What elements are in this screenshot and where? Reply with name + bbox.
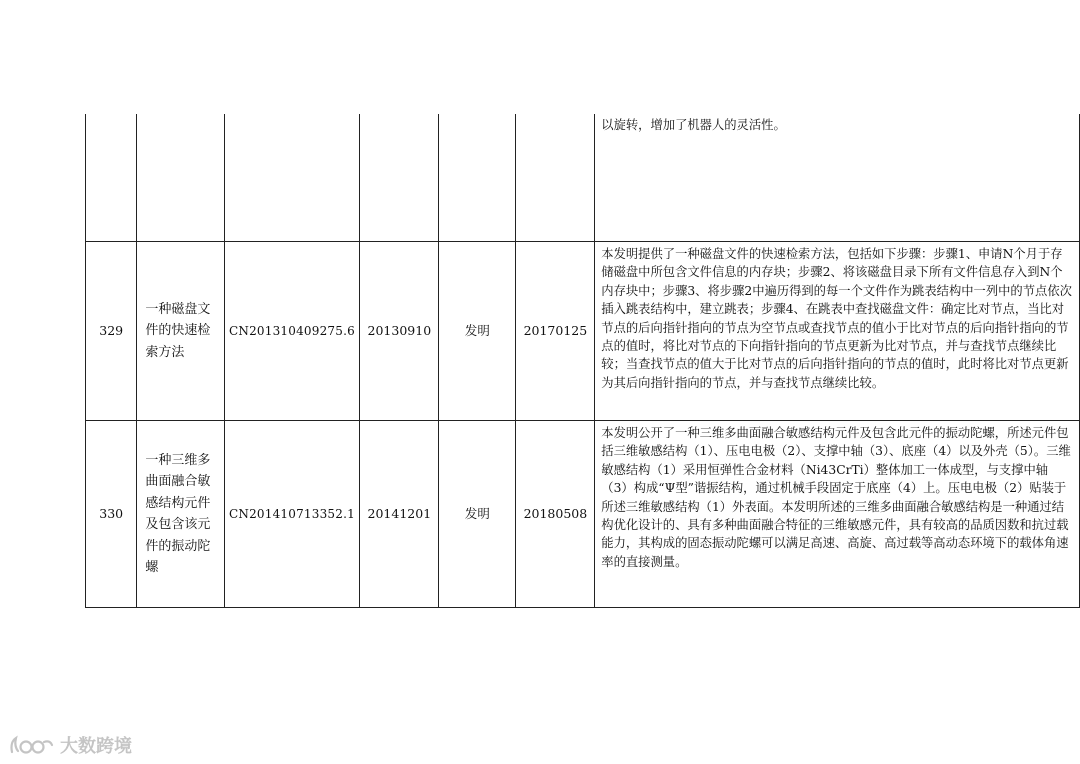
publication-date-cell: 20180508 bbox=[516, 421, 595, 608]
application-date-cell bbox=[360, 114, 439, 242]
abstract-cell: 本发明公开了一种三维多曲面融合敏感结构元件及包含此元件的振动陀螺，所述元件包括三维敏感结构（1）、压电电极（2）、支撑中轴（3）、底座（4）以及外壳（5）。三维敏感结构（1）采用恒弹性合金材料（Ni43CrTi）整体加工一体成型，与支撑中轴（3）构成“Ψ型”谐振结构，通过机械手段固定于底座（4）上。压电电极（2）贴装于所述三维敏感结构（1）外表面。本发明所述的三维多曲面融合敏感结构是一种通过结构优化设计的、具有多种曲面融合特征的三维敏感元件，具有较高的品质因数和抗过载能力，其构成的固态振动陀螺可以满足高速、高旋、高过载等高动态环境下的载体角速率的直接测量。 bbox=[595, 421, 1080, 608]
watermark-text: 大数跨境 bbox=[60, 736, 132, 757]
brand-logo-icon bbox=[8, 732, 54, 758]
publication-date-cell bbox=[516, 114, 595, 242]
row-number-cell bbox=[86, 114, 137, 242]
row-number-cell: 330 bbox=[86, 421, 137, 608]
patent-title-cell bbox=[137, 114, 224, 242]
patent-table bbox=[85, 114, 1080, 608]
patent-type-cell: 发明 bbox=[439, 242, 516, 421]
application-number-cell: CN201410713352.1 bbox=[224, 421, 360, 608]
abstract-cell: 以旋转，增加了机器人的灵活性。 bbox=[595, 114, 1080, 242]
row-number-cell: 329 bbox=[86, 242, 137, 421]
application-number-cell bbox=[224, 114, 360, 242]
patent-type-cell bbox=[439, 114, 516, 242]
table-row bbox=[86, 114, 1080, 242]
application-number-cell: CN201310409275.6 bbox=[224, 242, 360, 421]
patent-title-cell: 一种磁盘文件的快速检索方法 bbox=[137, 242, 224, 421]
watermark bbox=[8, 732, 132, 758]
application-date-cell: 20141201 bbox=[360, 421, 439, 608]
table-row bbox=[86, 242, 1080, 421]
table-row bbox=[86, 421, 1080, 608]
publication-date-cell: 20170125 bbox=[516, 242, 595, 421]
application-date-cell: 20130910 bbox=[360, 242, 439, 421]
patent-type-cell: 发明 bbox=[439, 421, 516, 608]
abstract-cell: 本发明提供了一种磁盘文件的快速检索方法，包括如下步骤：步骤1、申请N个月于存储磁盘中所包含文件信息的内存块；步骤2、将该磁盘目录下所有文件信息存入到N个内存块中；步骤3、将步骤2中遍历得到的每一个文件作为跳表结构中一列中的节点依次插入跳表结构中，建立跳表；步骤4、在跳表中查找磁盘文件：确定比对节点，当比对节点的后向指针指向的节点为空节点或查找节点的值小于比对节点的后向指针指向的节点的值时，将比对节点的下向指针指向的节点更新为比对节点，并与查找节点继续比较；当查找节点的值大于比对节点的后向指针指向的节点的值时，此时将比对节点更新为其后向指针指向的节点，并与查找节点继续比较。 bbox=[595, 242, 1080, 421]
patent-title-cell: 一种三维多曲面融合敏感结构元件及包含该元件的振动陀螺 bbox=[137, 421, 224, 608]
